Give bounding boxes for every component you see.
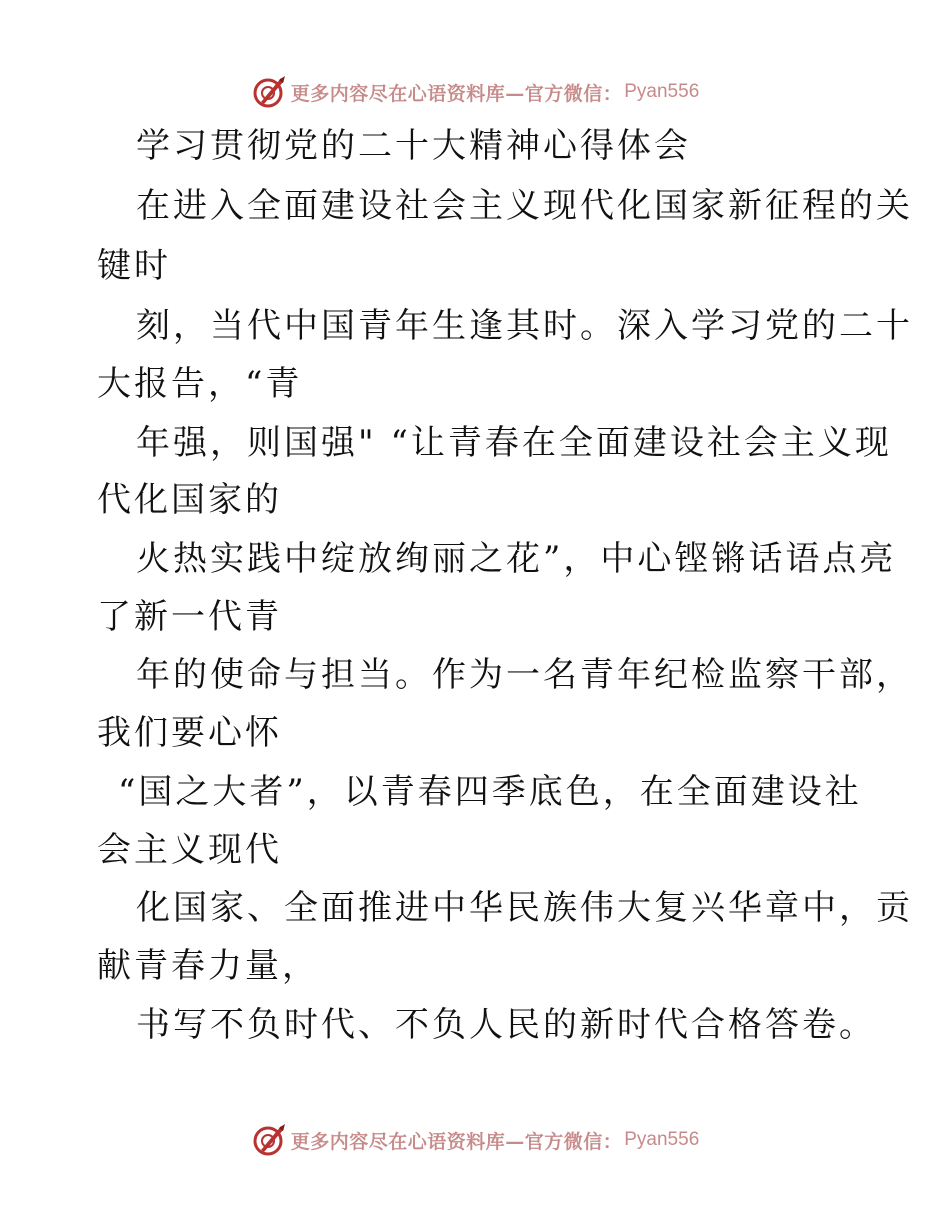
paragraph-line: 了新一代青 [97,597,282,637]
watermark-text: 更多内容尽在心语资料库—官方微信： [290,1130,623,1153]
paragraph-line: 我们要心怀 [97,713,282,753]
watermark-contact: Pyan556 [624,81,700,102]
paragraph-line: 年强，则国强" “让青春在全面建设社会主义现 [136,423,892,463]
paragraph-line: “国之大者”，以青春四季底色，在全面建设社 [118,772,862,812]
paragraph-line: 键时 [97,246,171,286]
quill-logo-icon [251,74,287,110]
header-watermark [0,70,950,114]
paragraph-line: 火热实践中绽放绚丽之花”，中心铿锵话语点亮 [136,539,897,579]
paragraph-line: 大报告，“青 [97,364,303,404]
watermark-contact: Pyan556 [624,1129,700,1150]
paragraph-line: 化国家、全面推进中华民族伟大复兴华章中，贡 [136,888,913,928]
paragraph-line: 代化国家的 [97,480,282,520]
paragraph-line: 在进入全面建设社会主义现代化国家新征程的关 [136,186,913,226]
paragraph-line: 书写不负时代、不负人民的新时代合格答卷。 [136,1005,876,1045]
watermark-text: 更多内容尽在心语资料库—官方微信： [290,82,623,105]
paragraph-line: 年的使命与担当。作为一名青年纪检监察干部， [136,655,913,695]
paragraph-line: 刻，当代中国青年生逢其时。深入学习党的二十 [136,306,913,346]
paragraph-line: 会主义现代 [97,830,282,870]
document-title: 学习贯彻党的二十大精神心得体会 [136,126,691,166]
paragraph-line: 献青春力量， [97,946,319,986]
footer-watermark [0,1118,950,1162]
quill-logo-icon [251,1122,287,1158]
